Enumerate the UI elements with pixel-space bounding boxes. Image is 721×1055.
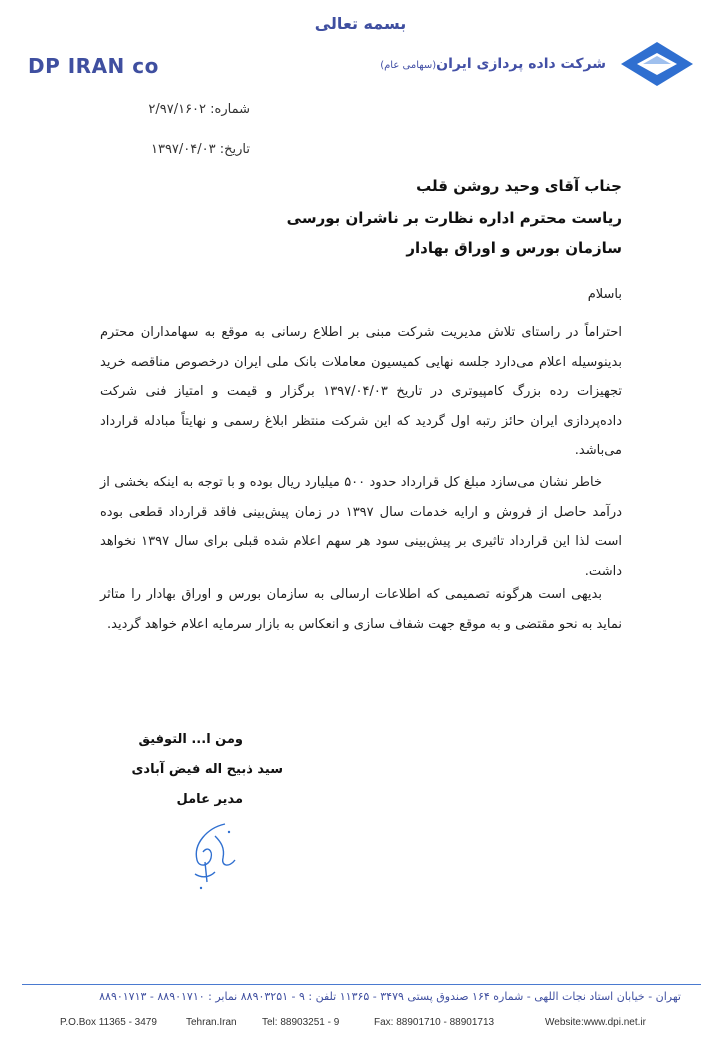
company-latin-name: DP IRAN co <box>28 54 159 78</box>
signatory-title: مدیر عامل <box>176 792 243 807</box>
reference-date-value: ۱۳۹۷/۰۴/۰۳ <box>150 142 216 157</box>
footer-address: تهران - خیابان استاد نجات اللهی - شماره ۱۶۴ صندوق پستی ۳۴۷۹ - ۱۱۳۶۵ تلفن : ۹ - ۸۸۹۰۳۲۵۱ نمابر : ۸۸۹۰۱۷۱۰ - ۸۸۹۰۱۷۱۳ <box>99 990 681 1003</box>
company-persian-name <box>380 56 606 72</box>
handwritten-signature <box>185 818 249 894</box>
body-paragraph-1: احتراماً در راستای تلاش مدیریت شرکت مبنی بر اطلاع رسانی به موقع به سهامداران محترم بدینوسیله اعلام می‌دارد جلسه نهایی کمیسیون معاملات بانک ملی ایران درخصوص مناقصه خرید تجهیزات رده بزرگ کامپیوتری در تاریخ ۱۳۹۷/۰۴/۰۳ برگزار و قیمت و امتیاز فنی شرکت داده‌پردازی ایران حائز رتبه اول گردید که این شرکت منتظر ابلاغ رسمی و نهایتاً مبادله قرارداد می‌باشد. <box>100 325 622 458</box>
footer-city: Tehran.Iran <box>186 1017 237 1028</box>
header-invocation: بسمه تعالی <box>314 14 407 33</box>
footer-telephone: Tel: 88903251 - 9 <box>262 1017 340 1028</box>
reference-number-row <box>140 102 250 117</box>
body-paragraph-3: بدیهی است هرگونه تصمیمی که اطلاعات ارسالی به سازمان بورس و اوراق بهادار را متاثر نماید به نحو مقتضی و به موقع جهت شفاف سازی و انعکاس به بازار سرمایه اعلام خواهد گردید. <box>100 587 622 632</box>
footer-fax: Fax: 88901710 - 88901713 <box>374 1017 495 1028</box>
signature-closing: ومن ا... التوفیق <box>138 732 243 747</box>
recipient-name: جناب آقای وحید روشن قلب <box>416 177 622 195</box>
reference-number-value: ۲/۹۷/۱۶۰۲ <box>148 102 207 117</box>
recipient-organization: سازمان بورس و اوراق بهادار <box>406 239 622 257</box>
greeting: باسلام <box>587 287 622 302</box>
reference-date-row <box>140 142 250 157</box>
diamond-logo-icon <box>619 40 695 88</box>
footer-pobox: P.O.Box 11365 - 3479 <box>60 1017 157 1028</box>
body-paragraph-2: خاطر نشان می‌سازد مبلغ کل قرارداد حدود ۵۰۰ میلیارد ریال بوده و با توجه به اینکه بخشی از درآمد حاصل از فروش و ارایه خدمات سال ۱۳۹۷ در زمان پیش‌بینی فاقد قرارداد قطعی بوده است لذا این قرارداد تاثیری بر پیش‌بینی سود هر سهم اعلام شده قبلی برای سال ۱۳۹۷ نخواهد داشت. <box>100 475 623 579</box>
reference-number-label: شماره: <box>210 102 250 117</box>
company-type: (سهامی عام) <box>380 60 437 71</box>
signatory-name: سید ذبیح اله فیض آبادی <box>131 762 283 777</box>
company-persian-title: شرکت داده پردازی ایران <box>436 56 606 72</box>
footer-divider <box>22 984 701 985</box>
recipient-position: ریاست محترم اداره نظارت بر ناشران بورسی <box>286 209 622 227</box>
reference-date-label: تاریخ: <box>219 142 250 157</box>
footer-website: Website:www.dpi.net.ir <box>545 1017 646 1028</box>
